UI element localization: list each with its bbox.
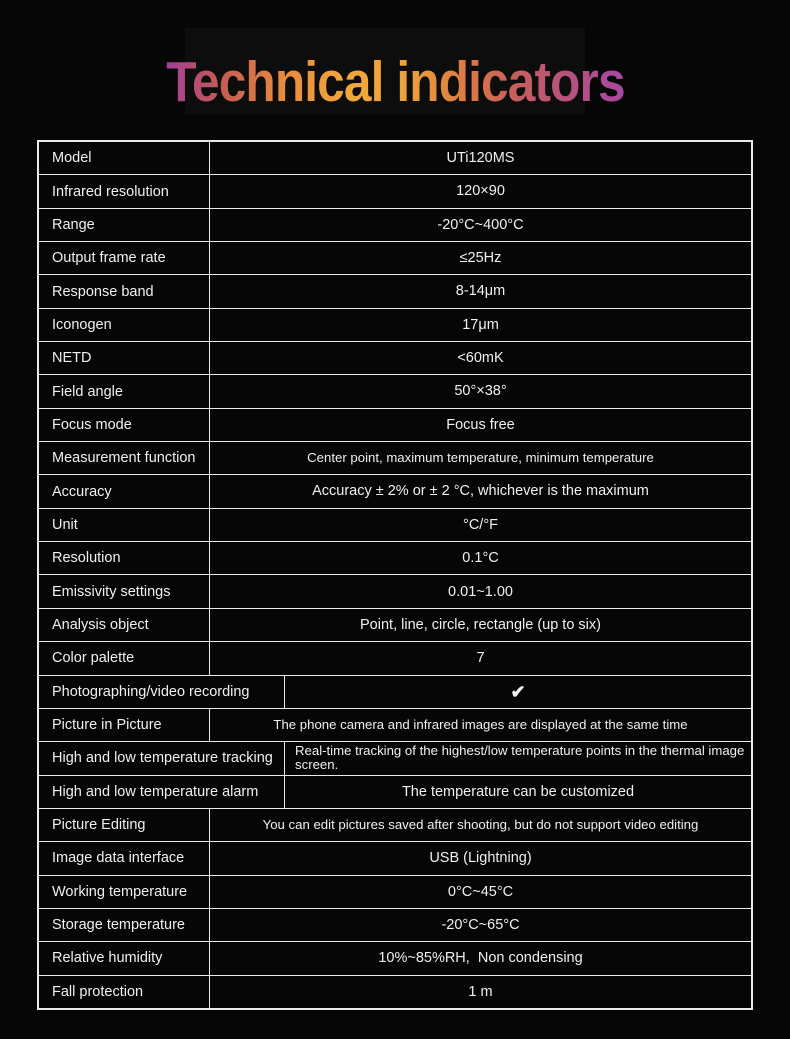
spec-label: Image data interface (52, 850, 185, 867)
spec-label: High and low temperature alarm (52, 783, 259, 800)
spec-value-cell (210, 942, 751, 974)
spec-row (39, 908, 751, 941)
spec-value-cell (210, 209, 751, 241)
spec-value-cell (210, 609, 751, 641)
spec-value: 1 m (468, 983, 493, 1000)
spec-value: 0.1°C (462, 550, 499, 567)
spec-label: Response band (52, 283, 154, 300)
spec-label: Picture in Picture (52, 717, 162, 734)
spec-label: High and low temperature tracking (52, 750, 273, 767)
spec-value-cell (210, 709, 751, 741)
spec-label: Color palette (52, 650, 135, 667)
spec-label-cell (39, 809, 210, 841)
spec-value-cell (210, 242, 751, 274)
spec-row (39, 975, 751, 1008)
spec-label: Emissivity settings (52, 583, 171, 600)
spec-value-cell (210, 575, 751, 607)
spec-value: 50°×38° (454, 383, 507, 400)
spec-value: Focus free (446, 416, 515, 433)
spec-value-cell (210, 409, 751, 441)
spec-row (39, 408, 751, 441)
spec-label-cell (39, 475, 210, 507)
spec-value-cell (285, 742, 751, 774)
spec-row (39, 474, 751, 507)
title-block (0, 52, 790, 112)
spec-value-cell (210, 642, 751, 674)
spec-label: Infrared resolution (52, 183, 169, 200)
spec-value: You can edit pictures saved after shooting, but do not support video editing (262, 816, 699, 832)
spec-label-cell (39, 442, 210, 474)
spec-value: Real-time tracking of the highest/low temperature points in the thermal image screen. (295, 742, 748, 773)
spec-value: 0°C~45°C (447, 883, 514, 900)
spec-value-cell (210, 509, 751, 541)
spec-label-cell (39, 742, 285, 774)
spec-label: Field angle (52, 383, 123, 400)
spec-value-cell (210, 142, 751, 174)
spec-value-cell (210, 442, 751, 474)
spec-row (39, 775, 751, 808)
spec-label-cell (39, 209, 210, 241)
spec-label: Fall protection (52, 983, 144, 1000)
spec-value: 17μm (462, 316, 499, 333)
spec-label-cell (39, 309, 210, 341)
spec-value: 8-14μm (455, 283, 506, 300)
spec-label: Output frame rate (52, 250, 166, 267)
spec-value-cell (285, 676, 751, 708)
spec-value: -20°C~400°C (437, 216, 524, 233)
spec-value-cell (210, 542, 751, 574)
spec-label-cell (39, 976, 210, 1008)
spec-value-cell (210, 275, 751, 307)
spec-label: Picture Editing (52, 817, 146, 834)
spec-label-cell (39, 275, 210, 307)
spec-label: Accuracy (52, 483, 112, 500)
spec-label: Iconogen (52, 316, 112, 333)
spec-row (39, 374, 751, 407)
spec-label: Measurement function (52, 450, 196, 467)
spec-row (39, 741, 751, 774)
spec-label-cell (39, 242, 210, 274)
spec-row (39, 274, 751, 307)
spec-value: Point, line, circle, rectangle (up to six) (360, 616, 601, 633)
spec-label-cell (39, 542, 210, 574)
spec-row (39, 208, 751, 241)
spec-row (39, 174, 751, 207)
spec-label: Storage temperature (52, 917, 185, 934)
spec-value: Accuracy ± 2% or ± 2 °C, whichever is the maximum (312, 483, 649, 500)
spec-value-cell (210, 309, 751, 341)
spec-label: Focus mode (52, 416, 132, 433)
spec-value-cell (285, 776, 751, 808)
spec-value: ≤25Hz (459, 250, 502, 267)
spec-value: °C/°F (463, 516, 498, 533)
spec-value-cell (210, 342, 751, 374)
spec-value-cell (210, 809, 751, 841)
spec-value: <60mK (457, 350, 504, 367)
spec-label: Range (52, 216, 95, 233)
spec-row (39, 708, 751, 741)
spec-row (39, 875, 751, 908)
spec-row (39, 308, 751, 341)
spec-row (39, 574, 751, 607)
spec-label-cell (39, 909, 210, 941)
spec-label: NETD (52, 350, 92, 367)
spec-value: Center point, maximum temperature, minimum temperature (307, 449, 654, 465)
spec-label: Relative humidity (52, 950, 163, 967)
spec-row (39, 841, 751, 874)
spec-value-cell (210, 976, 751, 1008)
spec-row (39, 508, 751, 541)
spec-value: The temperature can be customized (401, 783, 635, 800)
spec-label-cell (39, 142, 210, 174)
spec-row (39, 941, 751, 974)
spec-label: Photographing/video recording (52, 683, 250, 700)
spec-label-cell (39, 409, 210, 441)
spec-label-cell (39, 175, 210, 207)
spec-label-cell (39, 942, 210, 974)
spec-label: Working temperature (52, 883, 188, 900)
spec-row (39, 608, 751, 641)
spec-value-cell (210, 842, 751, 874)
spec-value: 120×90 (456, 183, 505, 200)
spec-row (39, 341, 751, 374)
spec-label-cell (39, 509, 210, 541)
spec-label: Analysis object (52, 616, 149, 633)
spec-value-cell (210, 909, 751, 941)
spec-value-cell (210, 475, 751, 507)
spec-row (39, 808, 751, 841)
spec-label-cell (39, 776, 285, 808)
spec-value: ✔ (510, 681, 526, 702)
spec-label-cell (39, 709, 210, 741)
spec-row (39, 641, 751, 674)
spec-value: 7 (476, 650, 485, 667)
spec-label: Resolution (52, 550, 121, 567)
spec-row (39, 241, 751, 274)
spec-label: Unit (52, 516, 78, 533)
spec-label-cell (39, 642, 210, 674)
spec-row (39, 441, 751, 474)
spec-label: Model (52, 150, 92, 167)
spec-value: UTi120MS (446, 150, 515, 167)
spec-label-cell (39, 375, 210, 407)
spec-row (39, 675, 751, 708)
page-title: Technical indicators (165, 50, 625, 114)
spec-value-cell (210, 375, 751, 407)
spec-value-cell (210, 175, 751, 207)
spec-row (39, 142, 751, 174)
spec-value: 10%~85%RH, Non condensing (378, 950, 583, 967)
spec-value: USB (Lightning) (429, 850, 532, 867)
spec-label-cell (39, 842, 210, 874)
spec-value-cell (210, 876, 751, 908)
spec-value: The phone camera and infrared images are displayed at the same time (273, 716, 688, 732)
spec-label-cell (39, 676, 285, 708)
spec-value: -20°C~65°C (441, 916, 520, 933)
spec-table (37, 140, 753, 1010)
spec-label-cell (39, 575, 210, 607)
spec-label-cell (39, 609, 210, 641)
spec-value: 0.01~1.00 (448, 583, 513, 600)
spec-label-cell (39, 342, 210, 374)
spec-label-cell (39, 876, 210, 908)
spec-row (39, 541, 751, 574)
